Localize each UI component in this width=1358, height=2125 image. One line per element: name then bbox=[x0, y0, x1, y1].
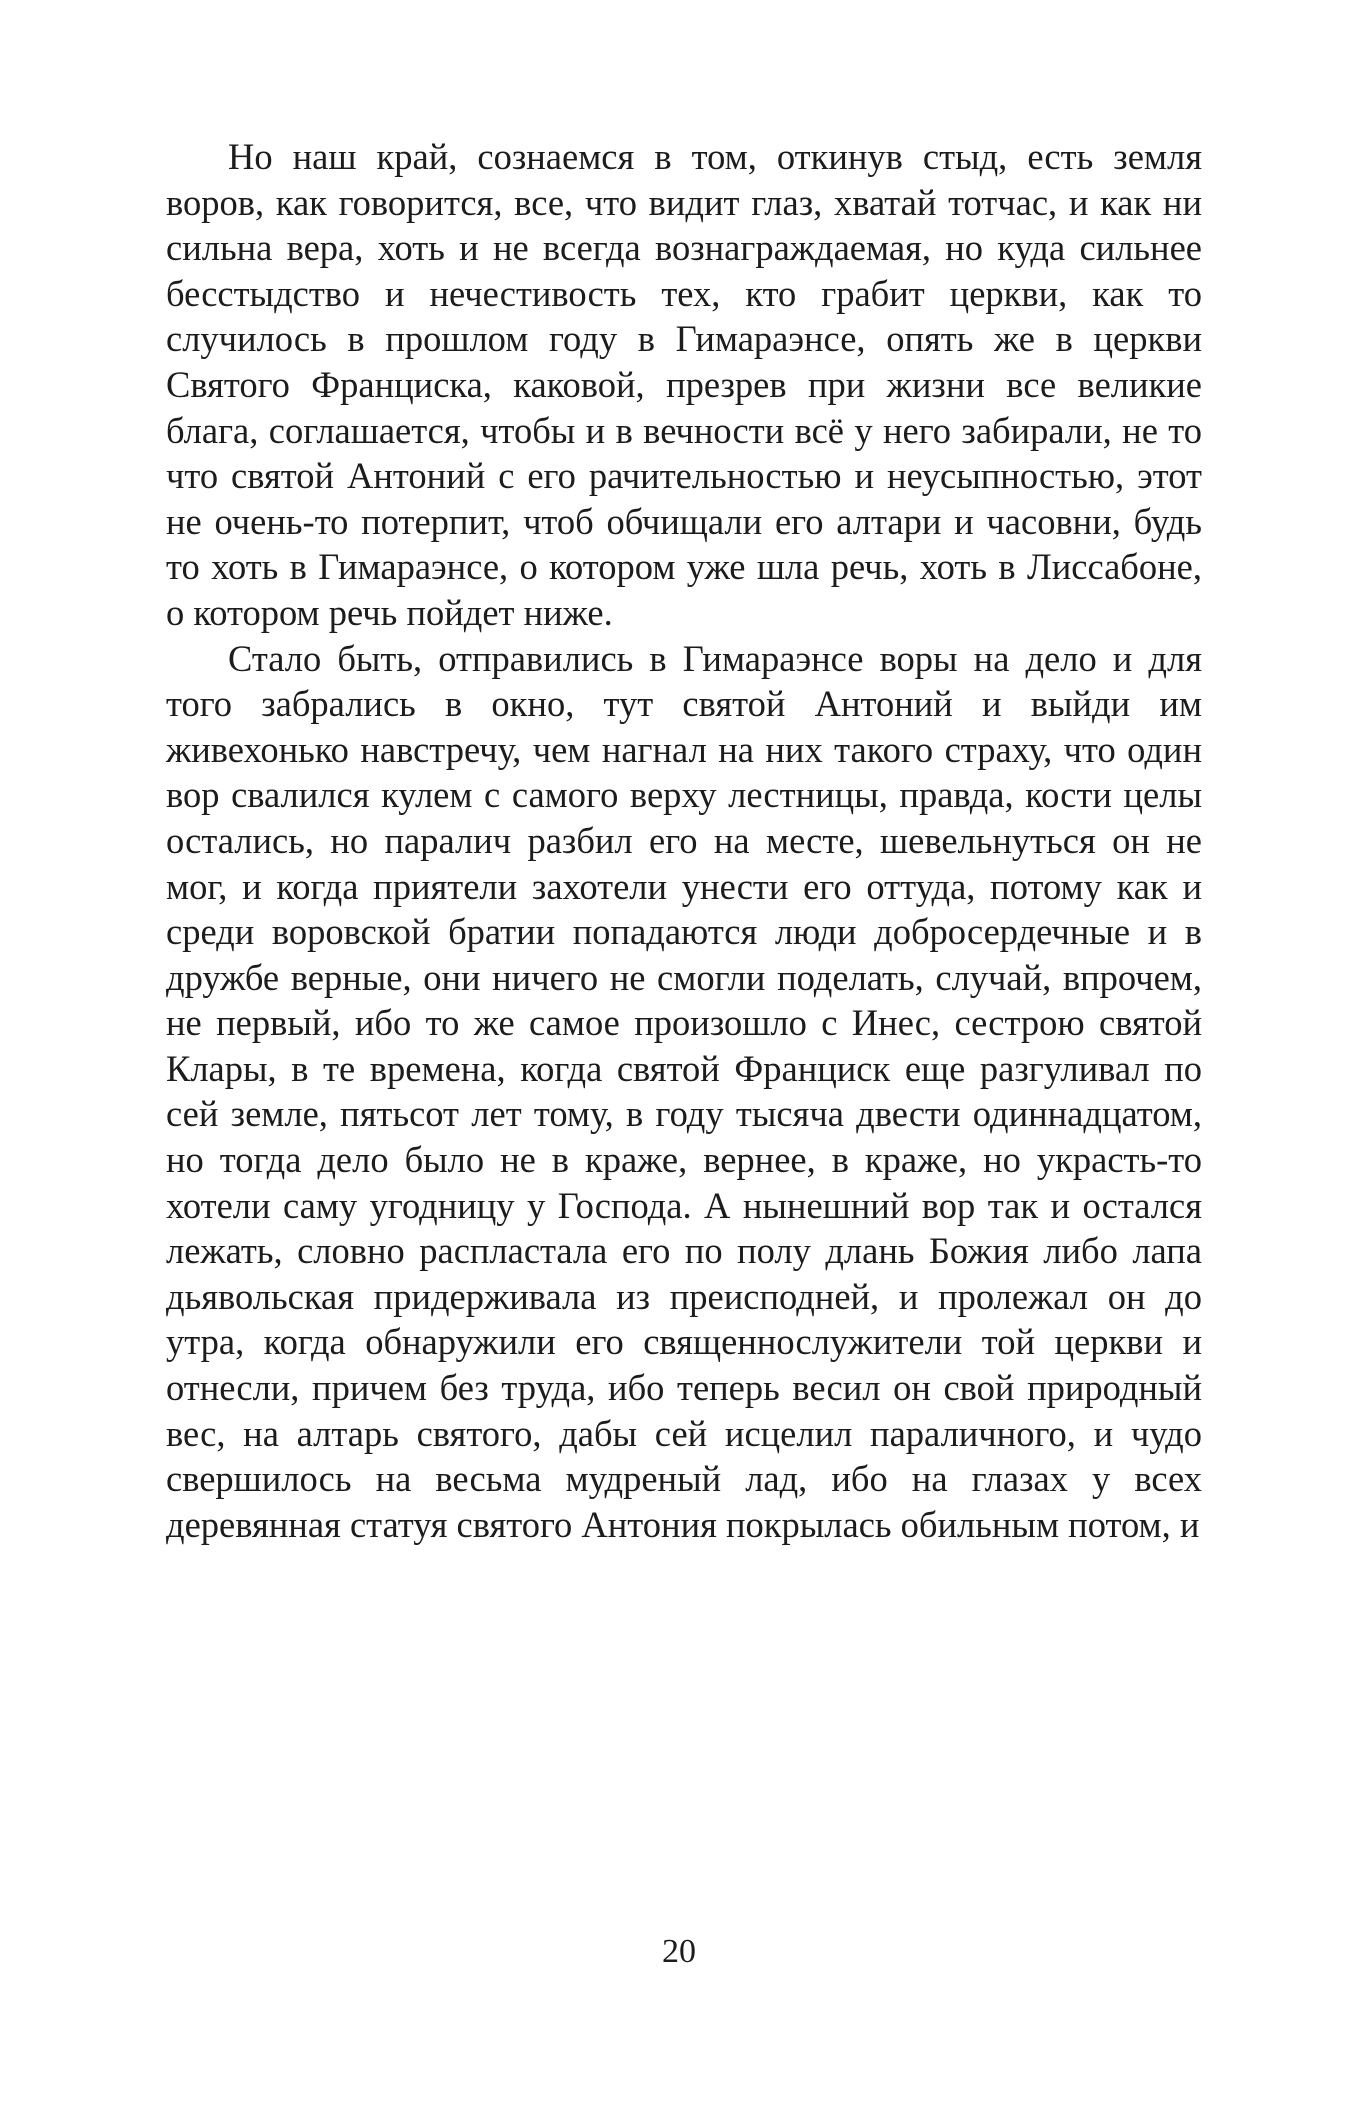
paragraph-2: Стало быть, отправились в Гимараэнсе воры на дело и для того забрались в окно, тут святой Антоний и выйди им живехонько навстречу, чем нагнал на них такого страху, что один вор свалился кулем с самого верху лестницы, правда, кости целы остались, но паралич разбил его на месте, шевельнуться он не мог, и когда приятели захотели унести его оттуда, потому как и среди воровской братии попадаются люди добросердечные и в дружбе верные, они ничего не смогли поделать, случай, впрочем, не первый, ибо то же самое произошло с Инес, сестрою святой Клары, в те времена, когда святой Франциск еще разгуливал по сей земле, пятьсот лет тому, в году тысяча двести одиннадцатом, но тогда дело было не в краже, вернее, в краже, но украсть-то хотели саму угодницу у Господа. А нынешний вор так и остался лежать, словно распластала его по полу длань Божия либо лапа дьявольская придерживала из преисподней, и пролежал он до утра, когда обнаружили его священнослужители той церкви и отнесли, причем без труда, ибо теперь весил он свой природный вес, на алтарь святого, дабы сей исцелил параличного, и чудо свершилось на весьма мудреный лад, ибо на глазах у всех деревянная статуя святого Антония покрылась обильным потом, и bbox=[166, 637, 1202, 1545]
body-text bbox=[166, 134, 1202, 1547]
paragraph-1: Но наш край, сознаемся в том, откинув стыд, есть земля воров, как говорится, все, что видит глаз, хватай тотчас, и как ни сильна вера, хоть и не всегда вознаграждаемая, но куда сильнее бесстыдство и нечестивость тех, кто грабит церкви, как то случилось в прошлом году в Гимараэнсе, опять же в церкви Святого Франциска, каковой, презрев при жизни все великие блага, соглашается, чтобы и в вечности всё у него забирали, не то что святой Антоний с его рачительностью и неусыпностью, этот не очень-то потерпит, чтоб обчищали его алтари и часовни, будь то хоть в Гимараэнсе, о котором уже шла речь, хоть в Лиссабоне, о котором речь пойдет ниже. bbox=[166, 136, 1202, 633]
page-number: 20 bbox=[662, 1933, 696, 1970]
